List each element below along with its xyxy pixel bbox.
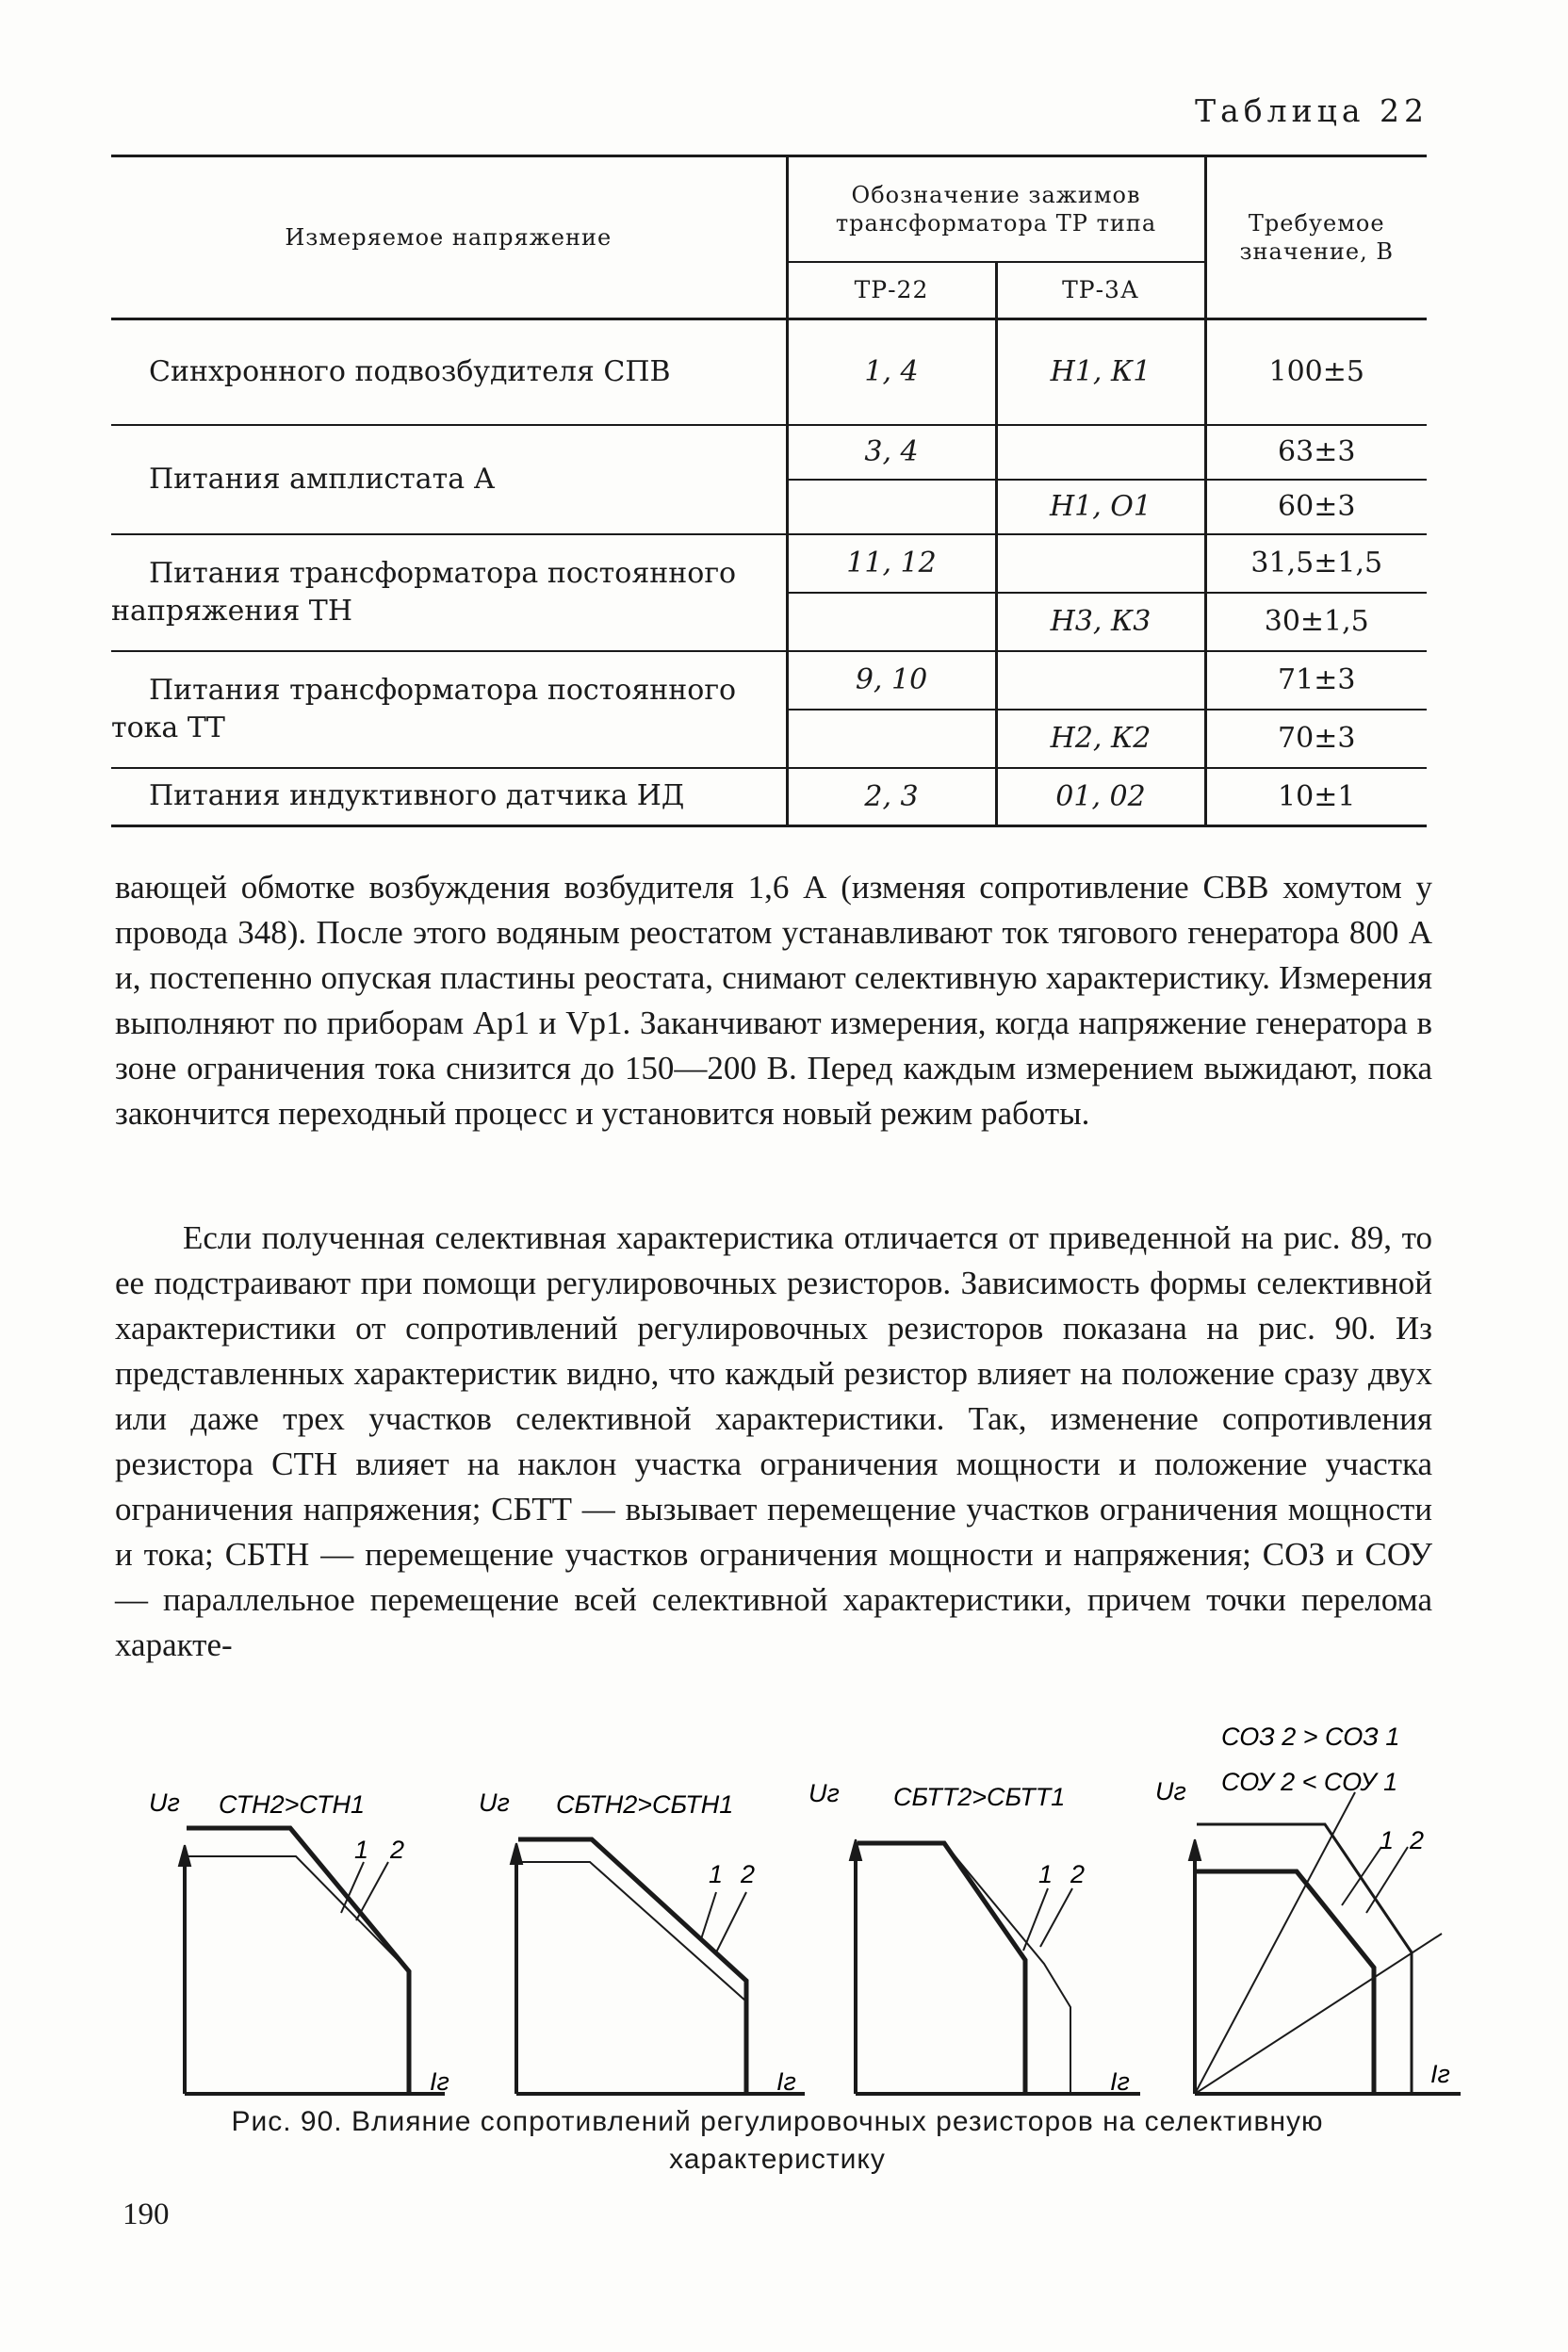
curve-label-2: 2 — [1410, 1826, 1425, 1854]
panel-sbtn — [511, 1839, 805, 2094]
y-arrow — [1189, 1839, 1200, 1860]
cell-tr22: 2, 3 — [787, 768, 996, 826]
cell-tr22: 1, 4 — [787, 319, 996, 425]
cell-tr3a — [996, 651, 1205, 710]
curve-label-1: 1 — [1380, 1826, 1395, 1854]
leader-2 — [716, 1892, 746, 1952]
cell-tr3a: Н3, К3 — [996, 593, 1205, 651]
table-title: Таблица 22 — [1195, 92, 1429, 129]
cell-tr22: 9, 10 — [787, 651, 996, 710]
cell-tr3a: Н1, К1 — [996, 319, 1205, 425]
panel-label: СБТН2>СБТН1 — [556, 1790, 734, 1819]
cell-tr22: 3, 4 — [787, 425, 996, 480]
y-axis-label: Uг — [808, 1779, 840, 1807]
paragraph-2: Если полученная селективная характеристика отличается от приведенной на рис. 89, то ее подстраивают при помощи регулировочных резисторов. Зависимость формы селективной характеристики от сопротивлений регулировочных резисторов показана на рис. 90. Из представленных характеристик видно, что каждый резистор влияет на положение сразу двух или даже трех участков селективной характеристики. Так, изменение сопротивления резистора СТН влияет на наклон участка ограничения мощности и положение участка ограничения напряжения; СБТТ — вызывает перемещение участков ограничения мощности и тока; СБТН — перемещение участков ограничения мощности и напряжения; СОЗ и СОУ — параллельное перемещение всей селективной характеристики, причем точки перелома характе- — [115, 1219, 1432, 1663]
cell-tr3a: Н1, О1 — [996, 480, 1205, 534]
curve-label-1: 1 — [709, 1860, 724, 1888]
ray-sou — [1195, 1934, 1442, 2094]
y-axis-label: Uг — [149, 1788, 180, 1817]
cell-tr3a: Н2, К2 — [996, 710, 1205, 768]
panel-label: СТН2>СТН1 — [219, 1790, 365, 1819]
voltage-table — [111, 155, 1427, 827]
figure-svg — [0, 1687, 1568, 2101]
cell-tr3a — [996, 425, 1205, 480]
x-axis-label: Iг — [776, 2067, 796, 2096]
cell-tr22 — [787, 710, 996, 768]
cell-value: 70±3 — [1205, 710, 1427, 768]
row-label-tn: Питания трансформатора постоянного напряжения ТН — [111, 534, 787, 651]
paragraph-1: вающей обмотке возбуждения возбудителя 1,6 А (изменяя сопротивление СВВ хомутом у провода 348). После этого водяным реостатом устанавливают ток тягового генератора 800 А и, постепенно опуская пластины реостата, снимают селективную характеристику. Измерения выполняют по приборам Ар1 и Vр1. Заканчивают измерения, когда напряжение генератора в зоне ограничения тока снизится до 150—200 В. Перед каждым измерением выжидают, пока закончится переходный процесс и установится новый режим работы. — [115, 869, 1432, 1132]
curve-label-1: 1 — [354, 1836, 369, 1864]
panel-label: СБТТ2>СБТТ1 — [893, 1783, 1066, 1811]
panel-label-top: СОЗ 2 > СОЗ 1 — [1221, 1723, 1400, 1751]
page-number: 190 — [122, 2197, 170, 2231]
cell-value: 30±1,5 — [1205, 593, 1427, 651]
panel-sbtt — [850, 1839, 1140, 2094]
figure-caption: Рис. 90. Влияние сопротивлений регулировочных резисторов на селективную характеристику — [231, 2106, 1324, 2175]
header-tr3a: ТР-3А — [996, 262, 1205, 319]
cell-tr3a: 01, 02 — [996, 768, 1205, 826]
panel-stn — [179, 1828, 445, 2094]
row-label-spv: Синхронного подвозбудителя СПВ — [111, 319, 787, 425]
header-required-value: Требуемое значение, В — [1205, 156, 1427, 319]
x-axis-label: Iг — [1110, 2067, 1130, 2096]
cell-value: 100±5 — [1205, 319, 1427, 425]
y-arrow — [511, 1843, 522, 1864]
leader-2 — [356, 1862, 388, 1920]
curve-label-1: 1 — [1038, 1860, 1054, 1888]
curve-1 — [187, 1856, 407, 1969]
row-label-tt: Питания трансформатора постоянного тока ТТ — [111, 651, 787, 768]
cell-tr3a — [996, 534, 1205, 593]
cell-value: 60±3 — [1205, 480, 1427, 534]
panel-label: СОУ 2 < СОУ 1 — [1221, 1768, 1398, 1796]
cell-tr22 — [787, 480, 996, 534]
header-measured-voltage: Измеряемое напряжение — [111, 156, 787, 319]
curve-label-2: 2 — [1070, 1860, 1086, 1888]
curve-2 — [858, 1843, 1025, 2094]
header-terminals: Обозначение зажимов трансформатора ТР типа — [787, 156, 1205, 263]
curve-1 — [1197, 1871, 1374, 2094]
x-axis-label: Iг — [1430, 2060, 1450, 2088]
y-axis-label: Uг — [1155, 1777, 1186, 1805]
curve-label-2: 2 — [390, 1836, 405, 1864]
curve-2 — [1197, 1824, 1412, 2094]
cell-tr22 — [787, 593, 996, 651]
header-tr22: ТР-22 — [787, 262, 996, 319]
cell-value: 31,5±1,5 — [1205, 534, 1427, 593]
curve-label-2: 2 — [741, 1860, 756, 1888]
cell-value: 10±1 — [1205, 768, 1427, 826]
figure-90 — [0, 1687, 1568, 2101]
curve-2 — [187, 1828, 409, 2094]
x-axis-label: Iг — [430, 2067, 449, 2096]
cell-value: 63±3 — [1205, 425, 1427, 480]
row-label-id: Питания индуктивного датчика ИД — [111, 768, 787, 826]
ray-soz — [1195, 1792, 1355, 2094]
y-axis-label: Uг — [479, 1788, 510, 1817]
leader-1 — [701, 1892, 716, 1939]
cell-value: 71±3 — [1205, 651, 1427, 710]
leader-2 — [1366, 1847, 1408, 1913]
row-label-amplistat: Питания амплистата А — [111, 425, 787, 534]
cell-tr22: 11, 12 — [787, 534, 996, 593]
